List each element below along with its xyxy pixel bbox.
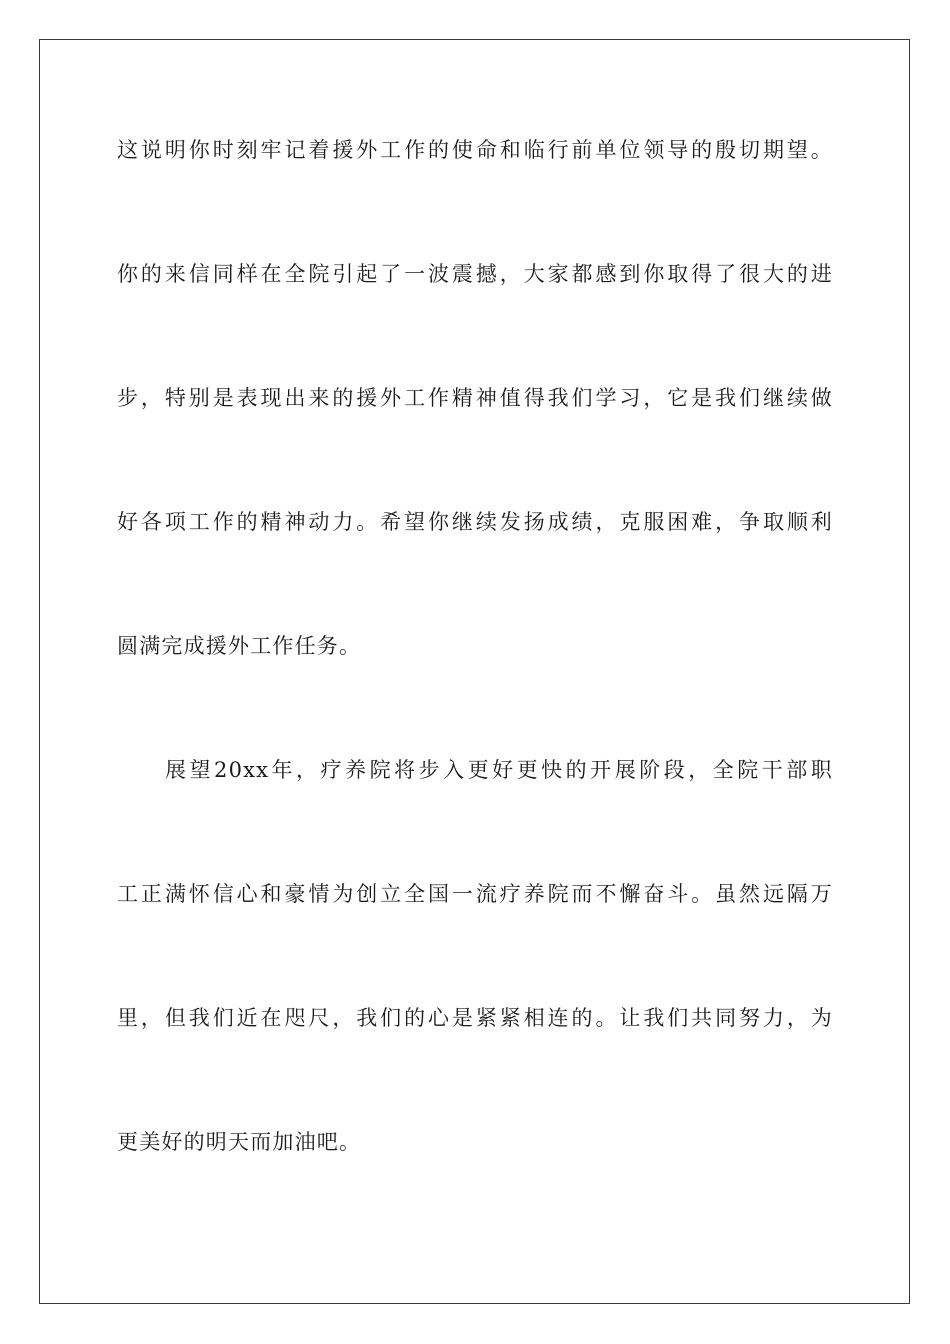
text-line-8: 里，但我们近在咫尺，我们的心是紧紧相连的。让我们共同努力，为 [117, 1006, 833, 1030]
text-line-3: 步，特别是表现出来的援外工作精神值得我们学习，它是我们继续做 [117, 386, 833, 410]
text-line-2: 你的来信同样在全院引起了一波震撼，大家都感到你取得了很大的进 [117, 262, 833, 286]
text-line-7: 工正满怀信心和豪情为创立全国一流疗养院而不懈奋斗。虽然远隔万 [117, 882, 833, 906]
page-border [39, 39, 910, 1304]
text-line-9: 更美好的明天而加油吧。 [117, 1130, 362, 1154]
text-line-6: 展望20xx年，疗养院将步入更好更快的开展阶段，全院干部职 [165, 758, 833, 782]
text-line-1: 这说明你时刻牢记着援外工作的使命和临行前单位领导的殷切期望。 [117, 138, 833, 162]
text-line-5: 圆满完成援外工作任务。 [117, 634, 362, 658]
text-line-4: 好各项工作的精神动力。希望你继续发扬成绩，克服困难，争取顺利 [117, 510, 833, 534]
